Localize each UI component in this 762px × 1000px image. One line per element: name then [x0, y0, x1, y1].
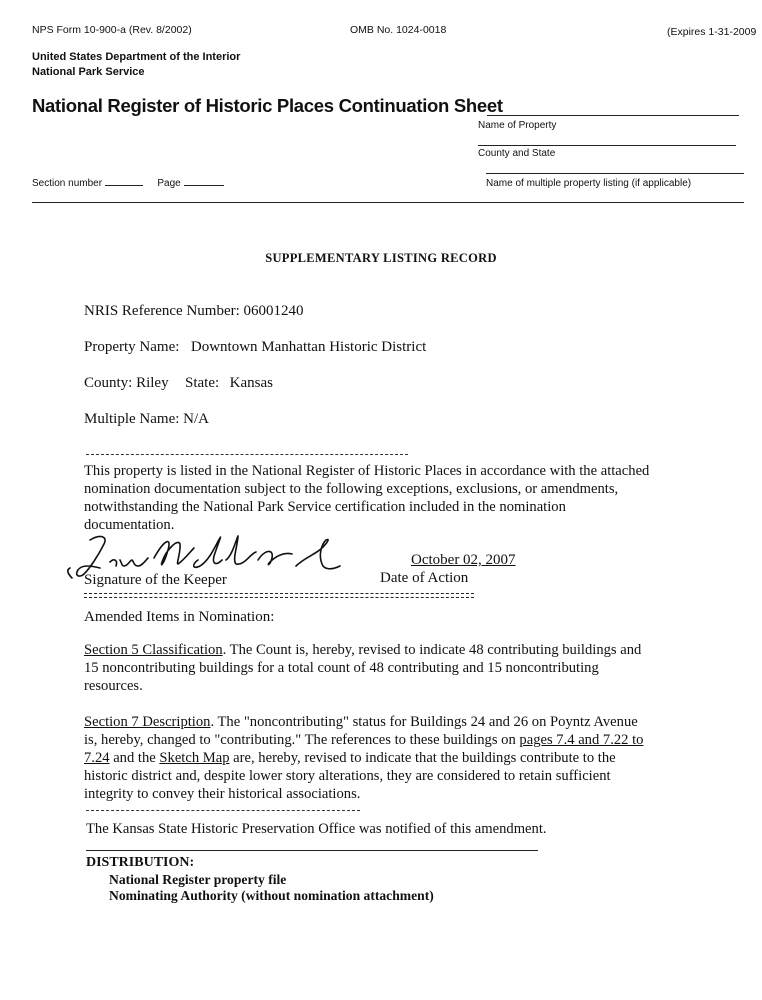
state-value: Kansas — [229, 375, 273, 391]
state-label: State: — [185, 375, 220, 391]
nris-reference: NRIS Reference Number: 06001240 — [84, 303, 304, 319]
section-5-line: 15 noncontributing buildings for a total count of 48 contributing and 15 noncontributing — [84, 660, 599, 676]
listing-statement-line: notwithstanding the National Park Service certification included in the nomination — [84, 499, 566, 515]
signature-label: Signature of the Keeper — [84, 572, 227, 588]
section-7-line — [84, 713, 643, 731]
section-7-line: is, hereby, changed to "contributing." The references to these buildings on pages 7.4 and 7.22 to — [84, 732, 644, 748]
sheet-title: National Register of Historic Places Continuation Sheet — [32, 95, 503, 116]
state-row — [185, 375, 273, 392]
double-separator-upper — [84, 593, 474, 594]
record-title: SUPPLEMENTARY LISTING RECORD — [265, 251, 497, 265]
listing-statement — [84, 462, 649, 534]
name-of-property-line — [487, 115, 739, 116]
section-5-line: resources. — [84, 678, 143, 694]
county-state-label: County and State — [478, 148, 556, 159]
amended-items-heading: Amended Items in Nomination: — [84, 609, 275, 625]
listing-statement-line: documentation. — [84, 517, 175, 533]
expiration-date: (Expires 1-31-2009 — [667, 26, 757, 38]
section-7-line: integrity to convey their historical associations. — [84, 786, 361, 802]
county-row — [84, 375, 169, 392]
distribution-divider — [86, 850, 538, 851]
department-name: United States Department of the Interior — [32, 51, 241, 63]
double-separator-lower — [84, 597, 474, 598]
dashed-separator-bottom — [86, 810, 360, 811]
header-divider — [32, 202, 744, 203]
section-7-amendment — [84, 713, 643, 803]
pages-reference: pages 7.4 and 7.22 to — [519, 732, 644, 748]
distribution-item: National Register property file — [109, 872, 287, 887]
shpo-notice: The Kansas State Historic Preservation Office was notified of this amendment. — [86, 821, 547, 837]
section-7-text: . The "noncontributing" status for Buildings 24 and 26 on Poyntz Avenue — [210, 714, 638, 730]
agency-name: National Park Service — [32, 66, 145, 78]
listing-statement-line: nomination documentation subject to the following exceptions, exclusions, or amendments, — [84, 481, 619, 497]
listing-statement-line: This property is listed in the National Register of Historic Places in accordance with the attached — [84, 463, 650, 479]
sketch-map-reference: Sketch Map — [159, 750, 230, 766]
county-state-line — [478, 145, 736, 146]
date-of-action-label: Date of Action — [380, 570, 469, 586]
section-number-blank — [105, 176, 143, 186]
distribution-heading: DISTRIBUTION: — [86, 855, 195, 870]
name-of-property-label: Name of Property — [478, 120, 557, 131]
distribution-item: Nominating Authority (without nomination attachment) — [109, 888, 434, 903]
section-5-title: Section 5 Classification — [84, 642, 223, 658]
section-5-line — [84, 641, 641, 659]
county-label: County: — [84, 375, 133, 391]
property-name-value: Downtown Manhattan Historic District — [190, 339, 427, 355]
section-number-label: Section number — [32, 178, 103, 189]
page-label: Page — [157, 178, 181, 189]
section-number-field — [32, 176, 224, 189]
multiple-listing-label: Name of multiple property listing (if applicable) — [486, 178, 692, 189]
section-7-title: Section 7 Description — [84, 714, 211, 730]
multiple-name: Multiple Name: N/A — [84, 411, 209, 427]
section-7-line: 7.24 and the Sketch Map are, hereby, revised to indicate that the buildings contribute to the — [84, 750, 616, 766]
section-7-line: historic district and, despite lower story alterations, they are considered to retain sufficient — [84, 768, 611, 784]
dashed-separator-top — [86, 454, 408, 455]
section-5-text: . The Count is, hereby, revised to indicate 48 contributing buildings and — [222, 642, 642, 658]
form-number: NPS Form 10-900-a (Rev. 8/2002) — [32, 24, 192, 36]
section-5-amendment — [84, 641, 641, 695]
pages-reference-end: 7.24 — [84, 750, 110, 766]
county-value: Riley — [136, 375, 169, 391]
page-blank — [184, 176, 224, 186]
property-name-label: Property Name: — [84, 339, 180, 355]
omb-number: OMB No. 1024-0018 — [350, 24, 447, 36]
property-name-row — [84, 339, 426, 356]
multiple-listing-line — [486, 173, 744, 174]
action-date: October 02, 2007 — [411, 552, 516, 568]
